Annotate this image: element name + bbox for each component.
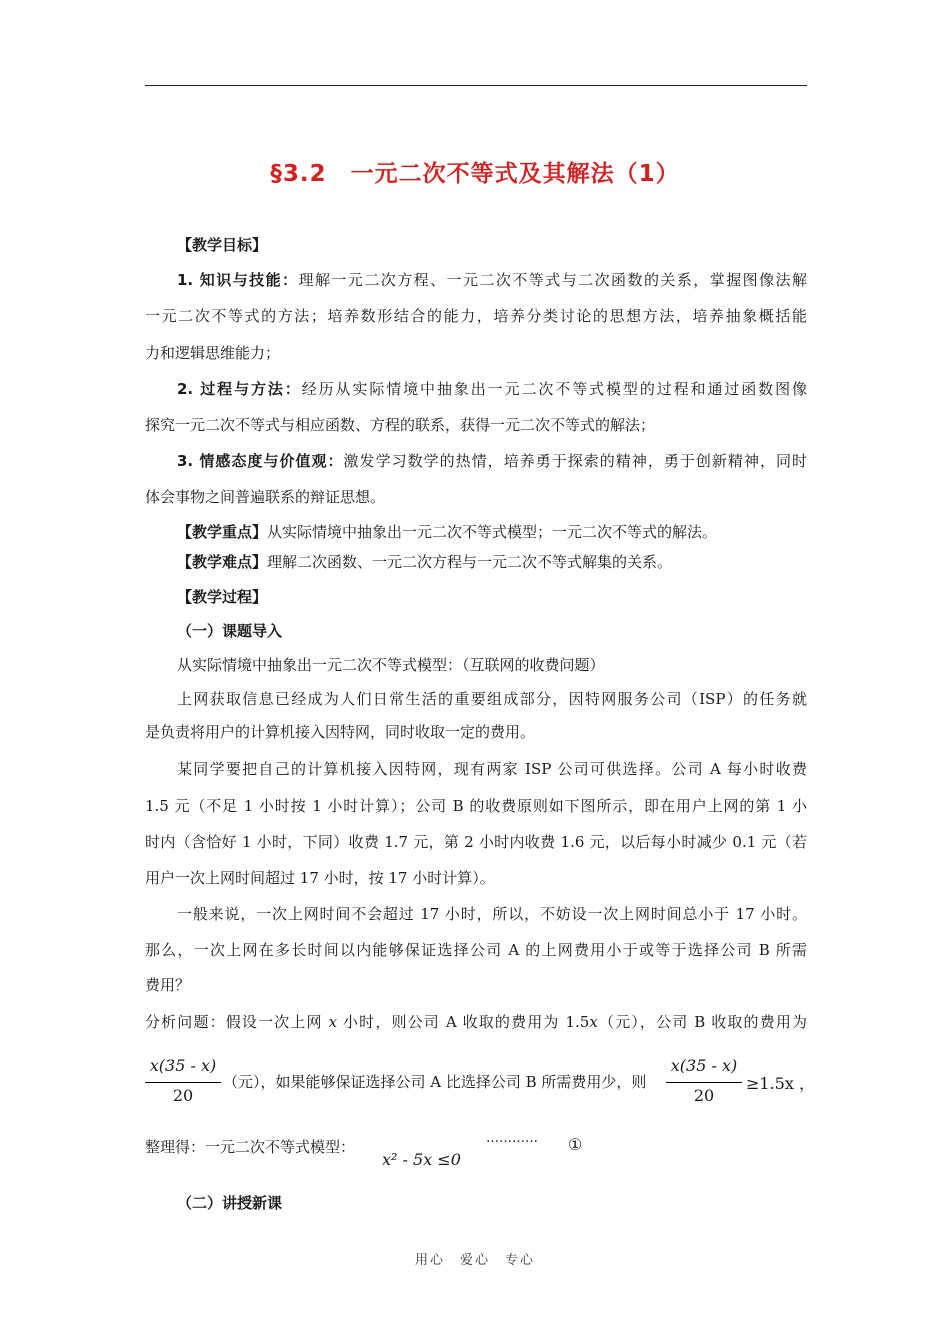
section-1-heading: （一）课题导入 [177, 622, 283, 640]
model-expression: x² - 5x ≤0 [382, 1150, 461, 1169]
p1-line-1: 上网获取信息已经成为人们日常生活的重要组成部分，因特网服务公司（ISP）的任务就 [177, 690, 807, 708]
var-x: x [328, 1013, 338, 1031]
p2-line-1: 某同学要把自己的计算机接入因特网，现有两家 ISP 公司可供选择。公司 A 每小时收费 [177, 760, 807, 778]
p3-line-2: 那么，一次上网在多长时间以内能够保证选择公司 A 的上网费用小于或等于选择公司 B 所需 [145, 941, 807, 959]
goal-2-line-2: 探究一元二次不等式与相应函数、方程的联系，获得一元二次不等式的解法； [145, 416, 656, 434]
goal-1-line-3: 力和逻辑思维能力； [145, 344, 281, 362]
intro-text: 从实际情境中抽象出一元二次不等式模型：（互联网的收费问题） [177, 656, 605, 674]
goal-3-line-1 [177, 451, 807, 471]
p2-line-3: 时内（含恰好 1 小时，下同）收费 1.7 元，第 2 小时内收费 1.6 元，以后每小时减少 0.1 元（若 [145, 833, 807, 851]
model-dots: ………… [486, 1131, 538, 1146]
goal-3-line-2: 体会事物之间普遍联系的辩证思想。 [145, 488, 386, 506]
goal-1-label: 1. 知识与技能： [177, 271, 299, 289]
goal-2-label: 2. 过程与方法： [177, 380, 302, 398]
goals-heading: 【教学目标】 [177, 236, 268, 254]
analysis-line [145, 1012, 807, 1032]
difficulty-text: 理解二次函数、一元二次方程与一元二次不等式解集的关系。 [267, 553, 673, 571]
page-title: §3.2 一元二次不等式及其解法（1） [270, 161, 680, 187]
fraction-numerator-2: x(35 - x) [670, 1056, 738, 1075]
model-label: 整理得：一元二次不等式模型： [145, 1138, 356, 1156]
p3-line-3: 费用？ [145, 976, 191, 994]
process-heading: 【教学过程】 [177, 588, 268, 606]
goal-1-line-2: 一元二次不等式的方法；培养数形结合的能力，培养分类讨论的思想方法，培养抽象概括能 [145, 307, 807, 325]
goal-3-text: 激发学习数学的热情，培养勇于探索的精神，勇于创新精神，同时 [343, 452, 807, 470]
fraction-denominator-2: 20 [693, 1086, 715, 1105]
key-text: 从实际情境中抽象出一元二次不等式模型；一元二次不等式的解法。 [267, 523, 718, 541]
analysis-text-c: （元），公司 B 收取的费用为 [597, 1013, 808, 1031]
goal-2-line-1 [177, 379, 807, 399]
p2-line-4: 用户一次上网时间超过 17 小时，按 17 小时计算）。 [145, 869, 495, 887]
goal-3-label: 3. 情感态度与价值观： [177, 452, 344, 470]
difficulty-label: 【教学难点】 [177, 553, 268, 571]
inequality-text: （元），如果能够保证选择公司 A 比选择公司 B 所需费用少，则 [223, 1073, 647, 1091]
key-points [177, 522, 807, 542]
section-2-heading: （二）讲授新课 [177, 1194, 283, 1212]
p2-line-2: 1.5 元（不足 1 小时按 1 小时计算）；公司 B 的收费原则如下图所示，即在用户上网的第 1 小 [145, 797, 807, 815]
fraction-bar-2 [666, 1082, 742, 1083]
page-footer: 用心 爱心 专心 [414, 1253, 535, 1268]
fraction-bar [145, 1082, 221, 1083]
p1-line-2: 是负责将用户的计算机接入因特网，同时收取一定的费用。 [145, 723, 536, 741]
p3-line-1: 一般来说，一次上网时间不会超过 17 小时，所以，不妨设一次上网时间总小于 17 小时。 [177, 905, 807, 923]
fraction-numerator: x(35 - x) [149, 1056, 217, 1075]
goal-2-text: 经历从实际情境中抽象出一元二次不等式模型的过程和通过函数图像 [301, 380, 807, 398]
fraction-denominator: 20 [172, 1086, 194, 1105]
equation-number: ① [568, 1135, 583, 1154]
analysis-text-b: 小时，则公司 A 收取的费用为 1.5 [337, 1013, 590, 1031]
header-rule [145, 85, 807, 86]
var-x-2: x [589, 1013, 598, 1031]
goal-1-line-1 [177, 270, 807, 290]
goal-1-text: 理解一元二次方程、一元二次不等式与二次函数的关系，掌握图像法解 [298, 271, 807, 289]
difficulty [177, 552, 807, 572]
key-label: 【教学重点】 [177, 523, 268, 541]
inequality-rhs: ≥1.5x ， [746, 1074, 815, 1093]
analysis-text-a: 分析问题：假设一次上网 [145, 1013, 329, 1031]
